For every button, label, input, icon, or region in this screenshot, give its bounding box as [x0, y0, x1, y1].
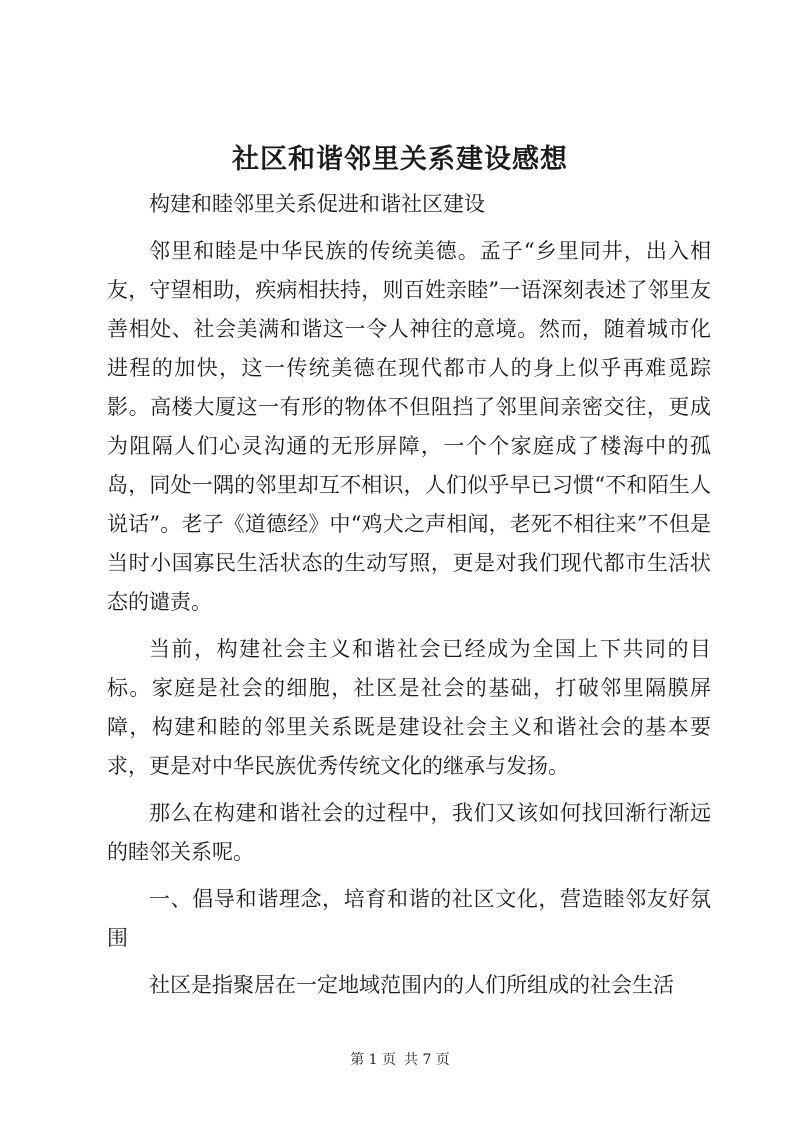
body-paragraph: 邻里和睦是中华民族的传统美德。孟子“乡里同井，出入相友，守望相助，疾病相扶持，则百姓亲睦”一语深刻表述了邻里友善相处、社会美满和谐这一令人神往的意境。然而，随着城市化进程的加快，这一传统美德在现代都市人的身上似乎再难觅踪影。高楼大厦这一有形的物体不但阻挡了邻里间亲密交往，更成为阻隔人们心灵沟通的无形屏障，一个个家庭成了楼海中的孤岛，同处一隅的邻里却互不相识，人们似乎早已习惯“不和陌生人说话”。老子《道德经》中“鸡犬之声相闻，老死不相往来”不但是当时小国寡民生活状态的生动写照，更是对我们现代都市生活状态的谴责。 [107, 239, 711, 614]
body-paragraph: 社区是指聚居在一定地域范围内的人们所组成的社会生活 [149, 973, 674, 997]
body-paragraph: 那么在构建和谐社会的过程中，我们又该如何找回渐行渐远的睦邻关系呢。 [107, 801, 711, 864]
document-title: 社区和谐邻里关系建设感想 [232, 144, 568, 175]
section-heading: 一、倡导和谐理念，培育和谐的社区文化，营造睦邻友好氛围 [107, 887, 711, 950]
page-total: 共 7 页 [404, 1052, 450, 1068]
subtitle-paragraph: 构建和睦邻里关系促进和谐社区建设 [149, 192, 485, 216]
body-paragraph: 当前，构建社会主义和谐社会已经成为全国上下共同的目标。家庭是社会的细胞，社区是社会的基础，打破邻里隔膜屏障，构建和睦的邻里关系既是建设社会主义和谐社会的基本要求，更是对中华民族优秀传统文化的继承与发扬。 [107, 637, 711, 778]
document-body [107, 185, 711, 1013]
page-footer [0, 1050, 800, 1070]
page-number: 第 1 页 [350, 1052, 396, 1068]
